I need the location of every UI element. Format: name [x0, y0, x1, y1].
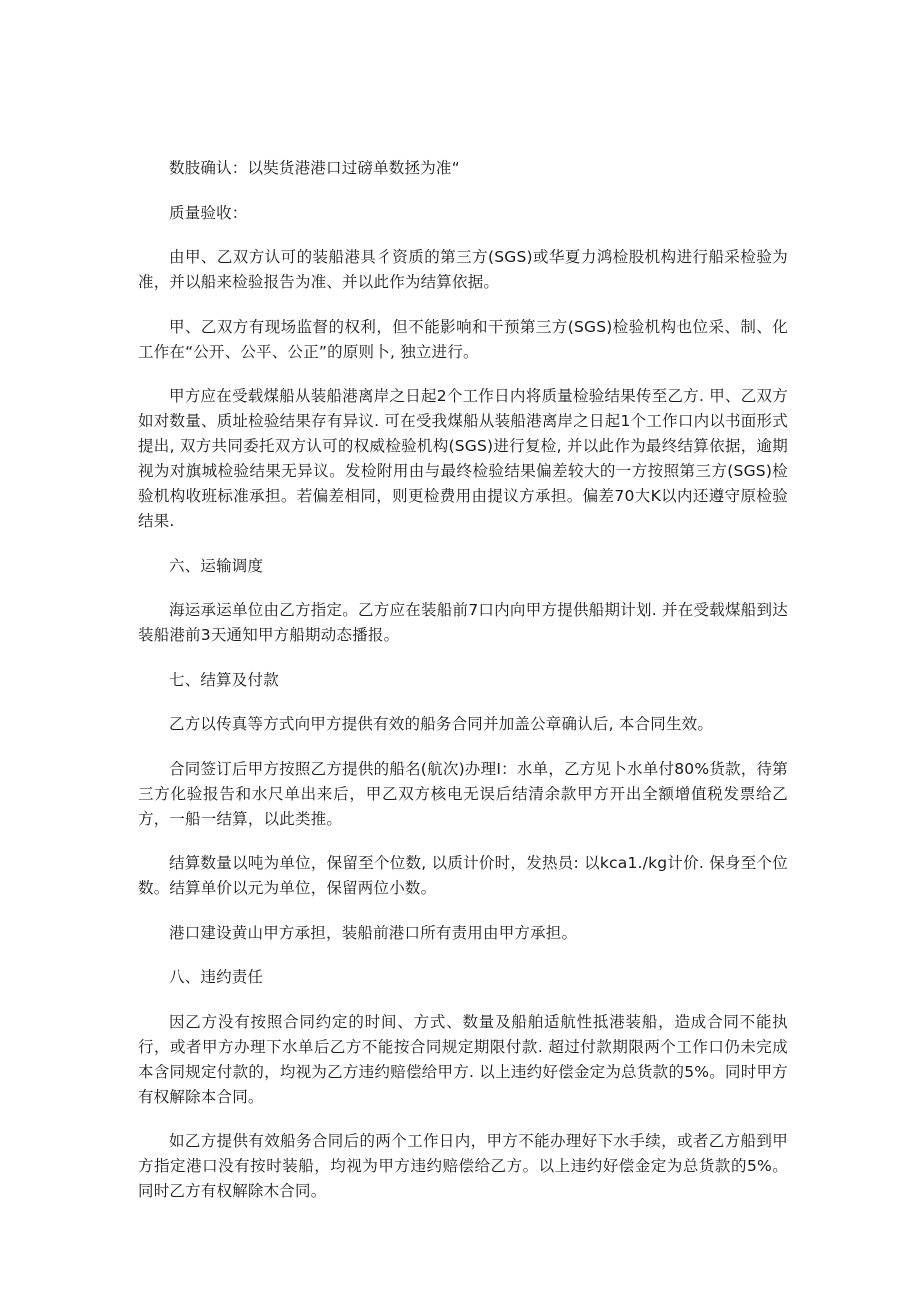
- reinspection-text: 甲方应在受载煤船从装船港离岸之日起2个工作日内将质量检验结果传至乙方. 甲、乙双方如对数量、质址检验结果存有异议. 可在受我煤船从装船港离岸之日起1个工作口内以书面形式提出, 双方共同委托双方认可的权威检验机构(SGS)进行复检, 并以此作为最终结算依据，逾期视为对旗城检验结果无异议。发检附用由与最终检验结果偏差较大的一方按照第三方(SGS)检验机构收班标准承担。若偏差相同，则更检费用由提议方承担。偏差70大K以内还遵守原检验结果.: [138, 387, 788, 530]
- party-b-breach-text: 因乙方没有按照合同约定的时间、方式、数量及船舶适航性抵港装船，造成合同不能执行，或者甲方办理下水单后乙方不能按合同规定期限付款. 超过付款期限两个工作口仍未完成本含同规定付款的，均视为乙方违约赔偿给甲方. 以上违约好偿金定为总货款的5%。同时甲方有权解除本合同。: [138, 1012, 788, 1106]
- payment-terms-text: 合同签订后甲方按照乙方提供的船名(航次)办理I：水单，乙方见卜水单付80%货款，待第三方化验报告和水尺单出来后，甲乙双方核电无误后结清余款甲方开出全额增值税发票给乙方，一船一结算，以此类推。: [138, 759, 788, 828]
- inspection-agency-text: 由甲、乙双方认可的装船港具彳资质的第三方(SGS)或华夏力鸿检股机构进行船采检验为准，并以船来检验报告为准、并以此作为结算依据。: [138, 248, 788, 291]
- port-charges-text: 港口建设黄山甲方承担，装船前港口所有责用由甲方承担。: [169, 923, 578, 942]
- document-body: [138, 156, 788, 1224]
- section-heading-transport: 六、运输调度: [169, 556, 264, 575]
- contract-effective-text: 乙方以传真等方式向甲方提供有效的船务合同并加盖公章确认后, 本合同生效。: [169, 715, 714, 733]
- section-heading-breach: 八、违约责任: [169, 968, 264, 986]
- party-a-breach-text: 如乙方提供有效船务合同后的两个工作日内，甲方不能办理好下水手续，或者乙方船到甲方指定港口没有按时装船，均视为甲方违约赔偿给乙方。以上违约好偿金定为总货款的5%。同时乙方有权解除木合同。: [138, 1132, 788, 1200]
- shipping-schedule-text: 海运承运单位由乙方指定。乙方应在装船前7口内向甲方提供船期计划. 并在受载煤船到达装船港前3天通知甲方船期动态播报。: [138, 601, 788, 644]
- quantity-confirmation-text: 数肢确认：以奘货港港口过磅单数拯为准“: [169, 159, 460, 177]
- quality-acceptance-heading: 质量验收：: [169, 203, 248, 222]
- settlement-quantity-text: 结算数量以吨为单位，保留至个位数, 以质计价时，发热员: 以kca1./kg计价. 保身至个位数。结算单价以元为单位，保留两位小数。: [138, 854, 788, 897]
- section-heading-settlement: 七、结算及付款: [169, 670, 279, 689]
- supervision-rights-text: 甲、乙双方有现场监督的权利，但不能影响和干预第三方(SGS)检验机构也位采、制、化工作在“公开、公平、公正”的原则卜, 独立进行。: [138, 317, 788, 361]
